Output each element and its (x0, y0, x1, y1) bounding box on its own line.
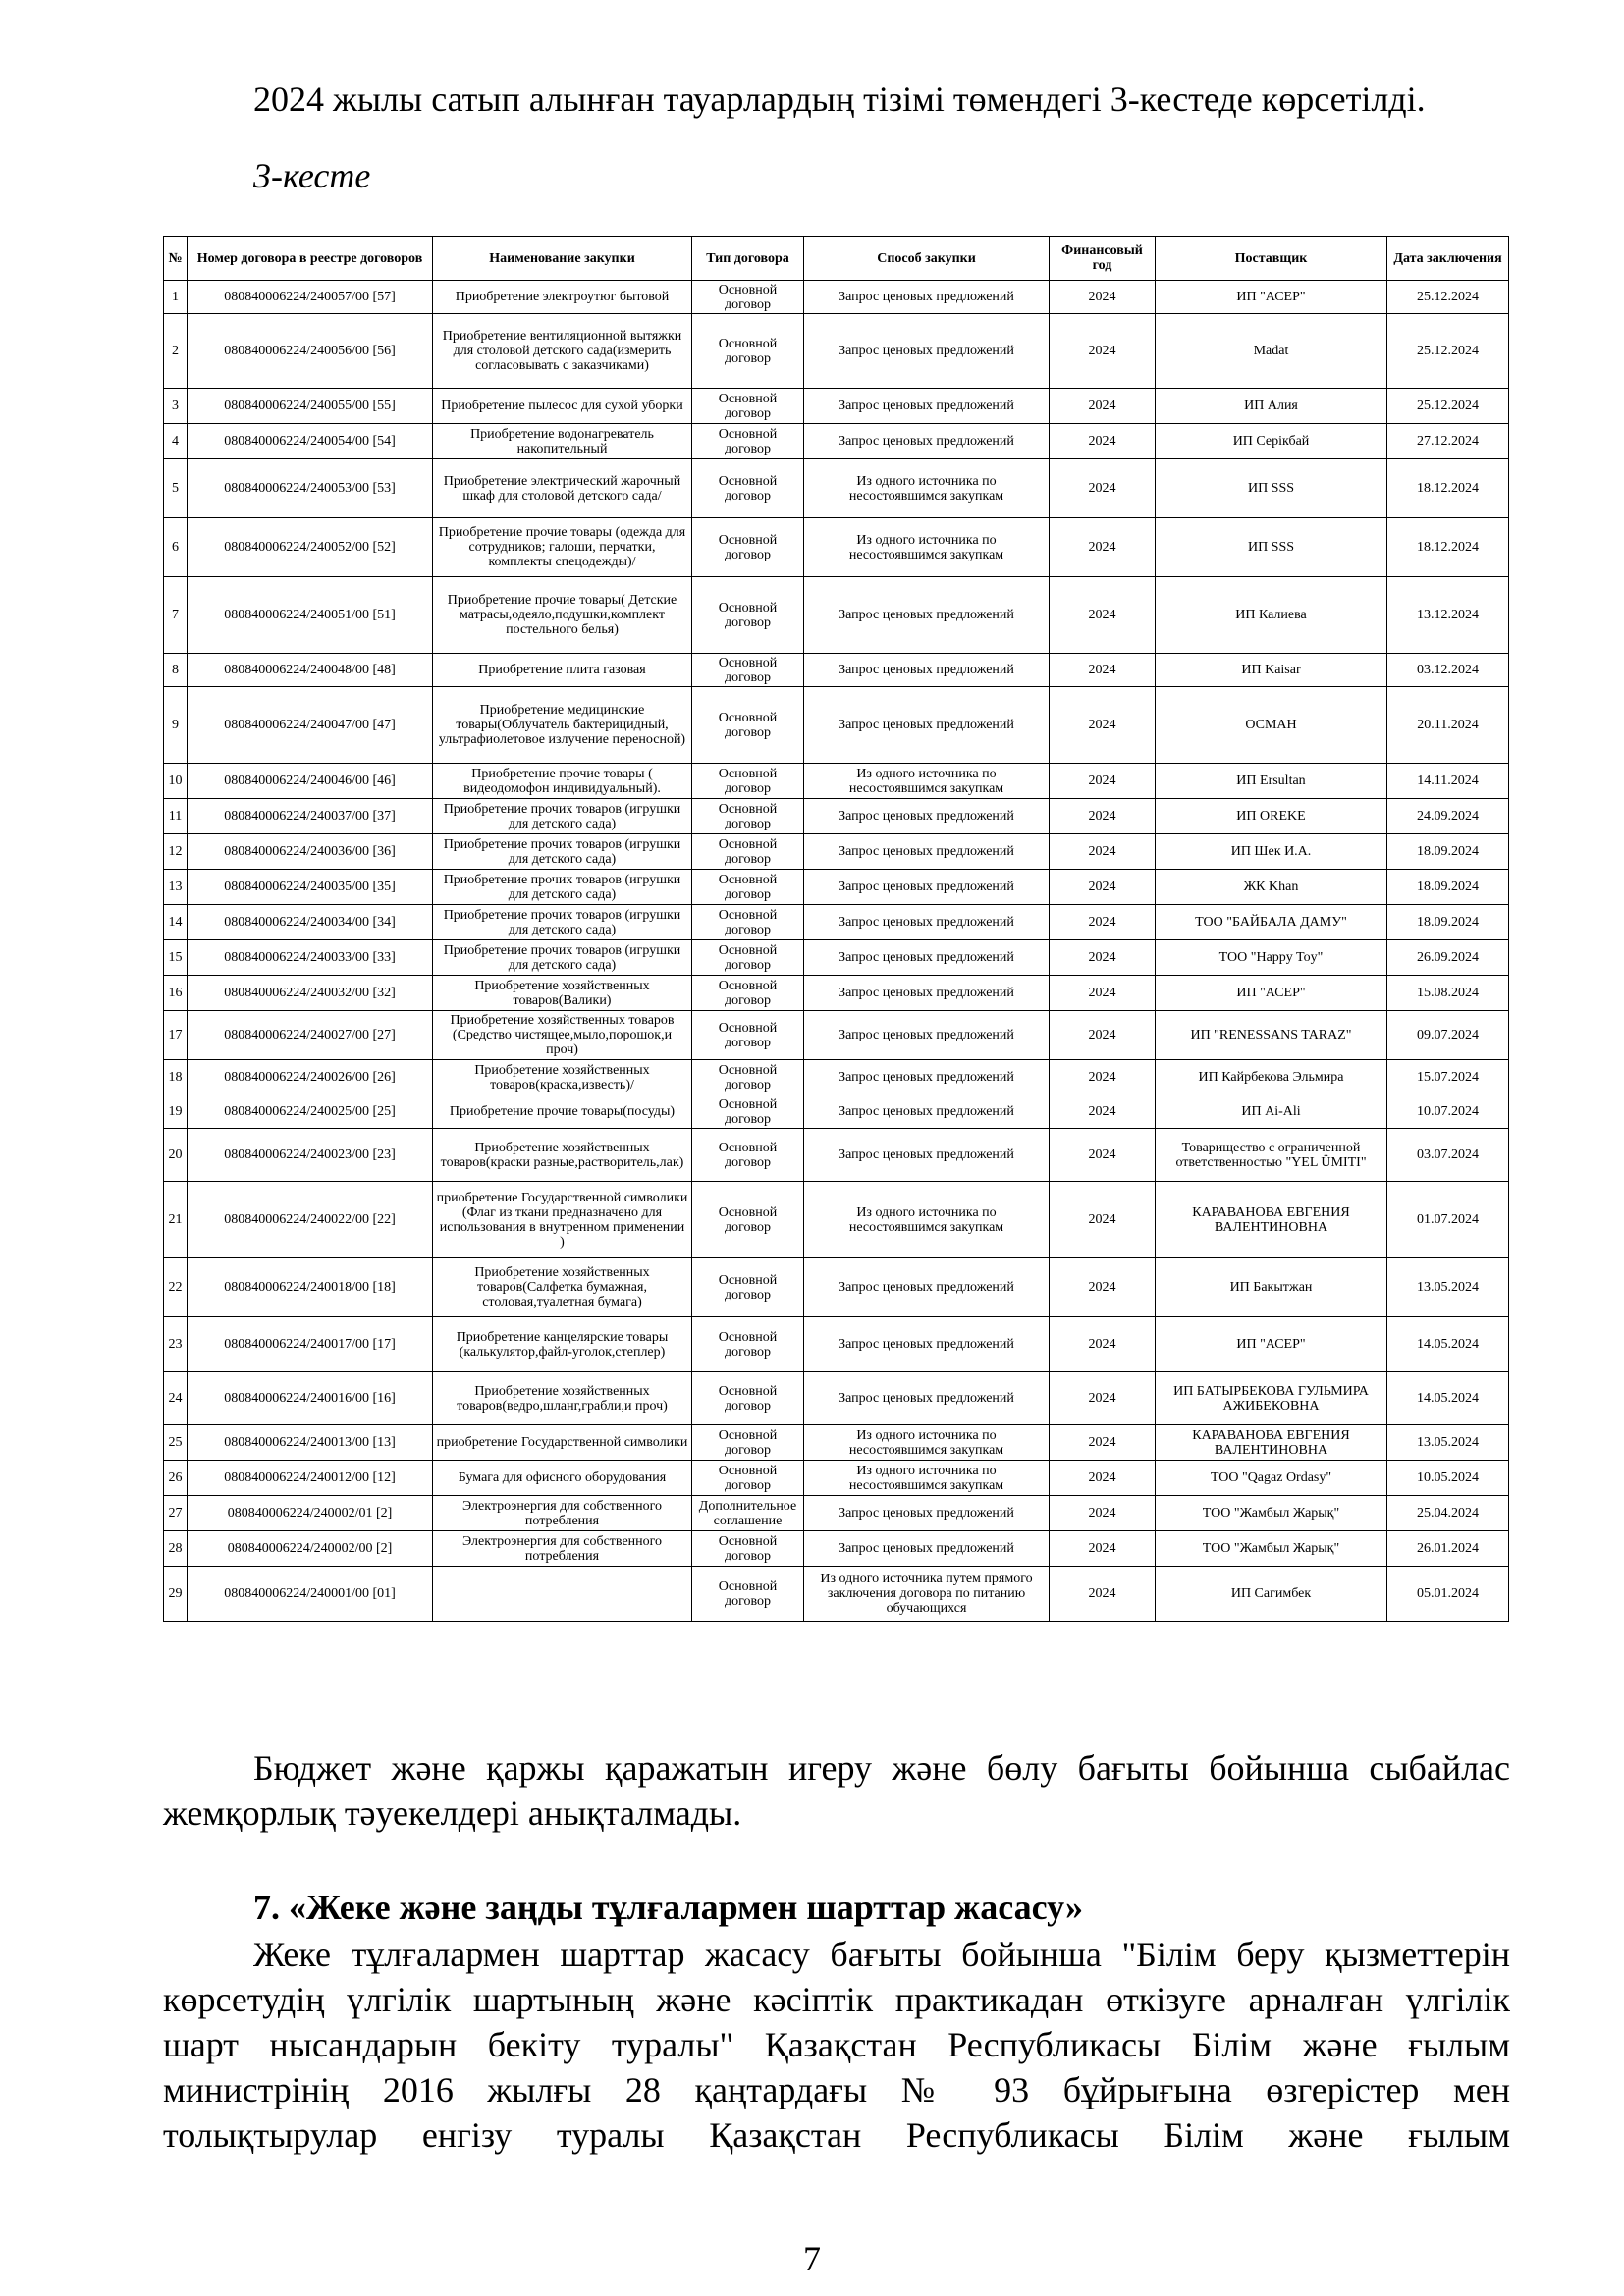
cell-supplier: ИП Бакытжан (1156, 1258, 1387, 1317)
cell-date: 09.07.2024 (1387, 1011, 1509, 1060)
cell-contract-type: Основной договор (692, 1182, 804, 1258)
cell-purchase-method: Запрос ценовых предложений (804, 1011, 1050, 1060)
cell-contract-number: 080840006224/240035/00 [35] (188, 870, 433, 905)
cell-contract-number: 080840006224/240047/00 [47] (188, 687, 433, 764)
cell-supplier: ТОО "Жамбыл Жарық" (1156, 1496, 1387, 1531)
cell-number: 29 (164, 1567, 188, 1622)
cell-supplier: ИП "RENESSANS TARAZ" (1156, 1011, 1387, 1060)
intro-text: 2024 жылы сатып алынған тауарлардың тізімі төмендегі 3-кестеде көрсетілді. (253, 80, 1426, 119)
cell-contract-type: Дополнительное соглашение (692, 1496, 804, 1531)
cell-purchase-method: Запрос ценовых предложений (804, 1258, 1050, 1317)
cell-date: 13.05.2024 (1387, 1258, 1509, 1317)
contracts-paragraph-line: толықтырулар енгізу туралы Қазақстан Республикасы Білім және ғылым (163, 2115, 1510, 2155)
cell-purchase-method: Запрос ценовых предложений (804, 1317, 1050, 1372)
cell-number: 15 (164, 940, 188, 976)
cell-contract-number: 080840006224/240016/00 [16] (188, 1372, 433, 1425)
cell-contract-number: 080840006224/240025/00 [25] (188, 1095, 433, 1129)
cell-supplier: ИП SSS (1156, 459, 1387, 518)
table-row (164, 389, 1509, 424)
cell-date: 03.07.2024 (1387, 1129, 1509, 1182)
cell-supplier: ИП OREKE (1156, 799, 1387, 834)
cell-purchase-method: Запрос ценовых предложений (804, 870, 1050, 905)
cell-purchase-name: Приобретение прочих товаров (игрушки для детского сада) (433, 799, 692, 834)
cell-date: 15.07.2024 (1387, 1060, 1509, 1095)
cell-number: 16 (164, 976, 188, 1011)
table-row (164, 976, 1509, 1011)
cell-fiscal-year: 2024 (1050, 1258, 1156, 1317)
cell-purchase-method: Из одного источника по несостоявшимся закупкам (804, 459, 1050, 518)
col-header-contract-type: Тип договора (692, 237, 804, 281)
cell-date: 15.08.2024 (1387, 976, 1509, 1011)
cell-contract-number: 080840006224/240034/00 [34] (188, 905, 433, 940)
cell-contract-type: Основной договор (692, 281, 804, 314)
cell-contract-number: 080840006224/240037/00 [37] (188, 799, 433, 834)
col-header-purchase-method: Способ закупки (804, 237, 1050, 281)
cell-contract-number: 080840006224/240036/00 [36] (188, 834, 433, 870)
cell-date: 13.05.2024 (1387, 1425, 1509, 1461)
cell-fiscal-year: 2024 (1050, 976, 1156, 1011)
cell-number: 14 (164, 905, 188, 940)
cell-date: 10.05.2024 (1387, 1461, 1509, 1496)
cell-date: 18.12.2024 (1387, 459, 1509, 518)
cell-purchase-name: Приобретение электрический жарочный шкаф для столовой детского сада/ (433, 459, 692, 518)
table-row (164, 1425, 1509, 1461)
table-row (164, 518, 1509, 577)
cell-number: 17 (164, 1011, 188, 1060)
cell-date: 24.09.2024 (1387, 799, 1509, 834)
cell-supplier: ИП БАТЫРБЕКОВА ГУЛЬМИРА АЖИБЕКОВНА (1156, 1372, 1387, 1425)
cell-fiscal-year: 2024 (1050, 1060, 1156, 1095)
cell-fiscal-year: 2024 (1050, 389, 1156, 424)
cell-contract-type: Основной договор (692, 1129, 804, 1182)
cell-fiscal-year: 2024 (1050, 1182, 1156, 1258)
table-row (164, 314, 1509, 389)
cell-supplier: ИП SSS (1156, 518, 1387, 577)
cell-purchase-method: Запрос ценовых предложений (804, 834, 1050, 870)
budget-paragraph (163, 1745, 1510, 1836)
cell-purchase-name: Приобретение прочие товары (одежда для сотрудников; галоши, перчатки, комплекты спецодежды)/ (433, 518, 692, 577)
cell-purchase-method: Запрос ценовых предложений (804, 687, 1050, 764)
cell-contract-number: 080840006224/240012/00 [12] (188, 1461, 433, 1496)
cell-contract-number: 080840006224/240023/00 [23] (188, 1129, 433, 1182)
cell-fiscal-year: 2024 (1050, 870, 1156, 905)
contracts-paragraph-line: шарт нысандарын бекіту туралы" Қазақстан Республикасы Білім және ғылым (163, 2025, 1510, 2064)
cell-contract-type: Основной договор (692, 654, 804, 687)
cell-purchase-name: Приобретение вентиляционной вытяжки для столовой детского сада(измерить согласовывать с заказчиками) (433, 314, 692, 389)
cell-contract-type: Основной договор (692, 1011, 804, 1060)
cell-purchase-name: Приобретение электроутюг бытовой (433, 281, 692, 314)
cell-purchase-name: Приобретение канцелярские товары (калькулятор,файл-уголок,степлер) (433, 1317, 692, 1372)
cell-date: 18.12.2024 (1387, 518, 1509, 577)
cell-number: 1 (164, 281, 188, 314)
cell-number: 3 (164, 389, 188, 424)
cell-contract-type: Основной договор (692, 1531, 804, 1567)
col-header-number: № (164, 237, 188, 281)
cell-number: 20 (164, 1129, 188, 1182)
cell-contract-number: 080840006224/240033/00 [33] (188, 940, 433, 976)
table-row (164, 1060, 1509, 1095)
cell-contract-number: 080840006224/240051/00 [51] (188, 577, 433, 654)
cell-fiscal-year: 2024 (1050, 518, 1156, 577)
cell-date: 25.12.2024 (1387, 281, 1509, 314)
cell-number: 26 (164, 1461, 188, 1496)
col-header-date: Дата заключения (1387, 237, 1509, 281)
cell-date: 03.12.2024 (1387, 654, 1509, 687)
cell-number: 19 (164, 1095, 188, 1129)
cell-supplier: ИП Шек И.А. (1156, 834, 1387, 870)
cell-fiscal-year: 2024 (1050, 1531, 1156, 1567)
table-row (164, 1531, 1509, 1567)
page-number: 7 (803, 2239, 821, 2278)
cell-date: 26.01.2024 (1387, 1531, 1509, 1567)
cell-purchase-name: Электроэнергия для собственного потребления (433, 1496, 692, 1531)
cell-date: 26.09.2024 (1387, 940, 1509, 976)
cell-date: 25.12.2024 (1387, 389, 1509, 424)
cell-contract-number: 080840006224/240055/00 [55] (188, 389, 433, 424)
cell-supplier: ИП Калиева (1156, 577, 1387, 654)
cell-purchase-method: Запрос ценовых предложений (804, 314, 1050, 389)
cell-purchase-method: Запрос ценовых предложений (804, 577, 1050, 654)
cell-date: 14.05.2024 (1387, 1317, 1509, 1372)
cell-purchase-method: Запрос ценовых предложений (804, 654, 1050, 687)
cell-purchase-method: Запрос ценовых предложений (804, 389, 1050, 424)
section-heading: 7. «Жеке және заңды тұлғалармен шарттар жасасу» (253, 1888, 1084, 1927)
cell-date: 14.11.2024 (1387, 764, 1509, 799)
cell-fiscal-year: 2024 (1050, 764, 1156, 799)
cell-fiscal-year: 2024 (1050, 1129, 1156, 1182)
table-row (164, 1095, 1509, 1129)
cell-supplier: ИП Ersultan (1156, 764, 1387, 799)
cell-supplier: ИП Сагимбек (1156, 1567, 1387, 1622)
table-row (164, 281, 1509, 314)
table-caption: 3-кесте (253, 156, 371, 195)
cell-supplier: ИП Ai-Ali (1156, 1095, 1387, 1129)
cell-fiscal-year: 2024 (1050, 577, 1156, 654)
col-header-contract-number: Номер договора в реестре договоров (188, 237, 433, 281)
cell-purchase-method: Запрос ценовых предложений (804, 905, 1050, 940)
cell-number: 22 (164, 1258, 188, 1317)
cell-purchase-method: Запрос ценовых предложений (804, 1060, 1050, 1095)
cell-number: 18 (164, 1060, 188, 1095)
col-header-fiscal-year: Финансовый год (1050, 237, 1156, 281)
cell-purchase-name: Приобретение хозяйственных товаров(ведро,шланг,грабли,и проч) (433, 1372, 692, 1425)
cell-contract-type: Основной договор (692, 764, 804, 799)
cell-supplier: ИП "АСЕР" (1156, 1317, 1387, 1372)
cell-purchase-method: Из одного источника по несостоявшимся закупкам (804, 1425, 1050, 1461)
cell-date: 05.01.2024 (1387, 1567, 1509, 1622)
cell-supplier: Товарищество с ограниченной ответственностью "YEL ÜMITI" (1156, 1129, 1387, 1182)
cell-fiscal-year: 2024 (1050, 940, 1156, 976)
cell-contract-number: 080840006224/240017/00 [17] (188, 1317, 433, 1372)
cell-contract-type: Основной договор (692, 834, 804, 870)
cell-purchase-name: Приобретение плита газовая (433, 654, 692, 687)
cell-purchase-method: Запрос ценовых предложений (804, 976, 1050, 1011)
procurement-table (163, 236, 1509, 1622)
table-row (164, 870, 1509, 905)
cell-contract-type: Основной договор (692, 577, 804, 654)
cell-purchase-name: приобретение Государственной символики (Флаг из ткани предназначено для использования в внутренном применении ) (433, 1182, 692, 1258)
cell-purchase-name: Приобретение медицинские товары(Облучатель бактерицидный, ультрафиолетовое излучение переносной) (433, 687, 692, 764)
cell-purchase-name: Приобретение хозяйственных товаров(Валики) (433, 976, 692, 1011)
cell-purchase-method: Запрос ценовых предложений (804, 1095, 1050, 1129)
cell-supplier: ТОО "Happy Toy" (1156, 940, 1387, 976)
cell-contract-number: 080840006224/240002/00 [2] (188, 1531, 433, 1567)
cell-purchase-name: Приобретение прочих товаров (игрушки для детского сада) (433, 905, 692, 940)
cell-fiscal-year: 2024 (1050, 1461, 1156, 1496)
table-row (164, 1372, 1509, 1425)
cell-contract-type: Основной договор (692, 424, 804, 459)
cell-contract-number: 080840006224/240013/00 [13] (188, 1425, 433, 1461)
cell-purchase-method: Запрос ценовых предложений (804, 1531, 1050, 1567)
col-header-supplier: Поставщик (1156, 237, 1387, 281)
cell-purchase-method: Запрос ценовых предложений (804, 799, 1050, 834)
cell-fiscal-year: 2024 (1050, 905, 1156, 940)
cell-supplier: ИП Кайрбекова Эльмира (1156, 1060, 1387, 1095)
cell-purchase-method: Запрос ценовых предложений (804, 424, 1050, 459)
cell-number: 12 (164, 834, 188, 870)
cell-purchase-name: Приобретение водонагреватель накопительный (433, 424, 692, 459)
cell-number: 6 (164, 518, 188, 577)
cell-contract-type: Основной договор (692, 1372, 804, 1425)
cell-purchase-method: Из одного источника по несостоявшимся закупкам (804, 518, 1050, 577)
cell-date: 18.09.2024 (1387, 834, 1509, 870)
cell-fiscal-year: 2024 (1050, 314, 1156, 389)
cell-contract-type: Основной договор (692, 314, 804, 389)
table-row (164, 834, 1509, 870)
cell-fiscal-year: 2024 (1050, 281, 1156, 314)
cell-date: 13.12.2024 (1387, 577, 1509, 654)
cell-number: 25 (164, 1425, 188, 1461)
contracts-paragraph-line: Жеке тұлғалармен шарттар жасасу бағыты бойынша "Білім беру қызметтерін (253, 1935, 1510, 1974)
cell-contract-number: 080840006224/240001/00 [01] (188, 1567, 433, 1622)
cell-contract-number: 080840006224/240027/00 [27] (188, 1011, 433, 1060)
cell-fiscal-year: 2024 (1050, 1372, 1156, 1425)
cell-purchase-method: Из одного источника по несостоявшимся закупкам (804, 1461, 1050, 1496)
cell-number: 9 (164, 687, 188, 764)
cell-purchase-method: Запрос ценовых предложений (804, 1372, 1050, 1425)
cell-purchase-name: Приобретение прочих товаров (игрушки для детского сада) (433, 940, 692, 976)
cell-contract-number: 080840006224/240018/00 [18] (188, 1258, 433, 1317)
cell-contract-number: 080840006224/240032/00 [32] (188, 976, 433, 1011)
cell-contract-number: 080840006224/240022/00 [22] (188, 1182, 433, 1258)
cell-date: 14.05.2024 (1387, 1372, 1509, 1425)
cell-contract-number: 080840006224/240002/01 [2] (188, 1496, 433, 1531)
cell-contract-type: Основной договор (692, 905, 804, 940)
cell-contract-type: Основной договор (692, 940, 804, 976)
cell-fiscal-year: 2024 (1050, 459, 1156, 518)
contracts-paragraph-line: министрінің 2016 жылғы 28 қаңтардағы № 93 бұйрығына өзгерістер мен (163, 2070, 1510, 2109)
table-row (164, 799, 1509, 834)
cell-contract-number: 080840006224/240052/00 [52] (188, 518, 433, 577)
cell-purchase-name: Приобретение прочих товаров (игрушки для детского сада) (433, 870, 692, 905)
cell-purchase-name (433, 1567, 692, 1622)
cell-supplier: ЖК Khan (1156, 870, 1387, 905)
cell-number: 11 (164, 799, 188, 834)
cell-supplier: ИП "АСЕР" (1156, 976, 1387, 1011)
cell-contract-type: Основной договор (692, 459, 804, 518)
cell-fiscal-year: 2024 (1050, 1095, 1156, 1129)
table-row (164, 654, 1509, 687)
table-header-row (164, 237, 1509, 281)
cell-number: 23 (164, 1317, 188, 1372)
cell-contract-number: 080840006224/240026/00 [26] (188, 1060, 433, 1095)
table-row (164, 1317, 1509, 1372)
cell-contract-type: Основной договор (692, 1317, 804, 1372)
cell-purchase-method: Запрос ценовых предложений (804, 1496, 1050, 1531)
cell-purchase-name: Приобретение прочие товары(посуды) (433, 1095, 692, 1129)
cell-purchase-name: Приобретение пылесос для сухой уборки (433, 389, 692, 424)
cell-date: 01.07.2024 (1387, 1182, 1509, 1258)
table-row (164, 1461, 1509, 1496)
cell-contract-number: 080840006224/240053/00 [53] (188, 459, 433, 518)
table-row (164, 1129, 1509, 1182)
cell-contract-type: Основной договор (692, 799, 804, 834)
col-header-purchase-name: Наименование закупки (433, 237, 692, 281)
cell-contract-type: Основной договор (692, 518, 804, 577)
cell-number: 13 (164, 870, 188, 905)
cell-contract-type: Основной договор (692, 1567, 804, 1622)
cell-contract-type: Основной договор (692, 1060, 804, 1095)
cell-supplier: ТОО "БАЙБАЛА ДАМУ" (1156, 905, 1387, 940)
cell-purchase-method: Запрос ценовых предложений (804, 940, 1050, 976)
cell-number: 21 (164, 1182, 188, 1258)
cell-contract-number: 080840006224/240046/00 [46] (188, 764, 433, 799)
cell-fiscal-year: 2024 (1050, 1496, 1156, 1531)
cell-contract-type: Основной договор (692, 389, 804, 424)
contracts-paragraph-line: көрсетудің үлгілік шартының және кәсіптік практикадан өткізуге арналған үлгілік (163, 1980, 1510, 2019)
cell-number: 8 (164, 654, 188, 687)
cell-purchase-method: Из одного источника по несостоявшимся закупкам (804, 764, 1050, 799)
table-row (164, 1011, 1509, 1060)
cell-date: 25.04.2024 (1387, 1496, 1509, 1531)
cell-purchase-name: Приобретение хозяйственных товаров(краска,известь)/ (433, 1060, 692, 1095)
table-row (164, 1567, 1509, 1622)
cell-supplier: ИП Kaisar (1156, 654, 1387, 687)
cell-number: 24 (164, 1372, 188, 1425)
contracts-paragraph (163, 1932, 1510, 2158)
cell-fiscal-year: 2024 (1050, 1567, 1156, 1622)
table-row (164, 764, 1509, 799)
cell-fiscal-year: 2024 (1050, 1425, 1156, 1461)
cell-supplier: ИП "АСЕР" (1156, 281, 1387, 314)
table-row (164, 940, 1509, 976)
table-row (164, 577, 1509, 654)
cell-contract-type: Основной договор (692, 1095, 804, 1129)
cell-date: 10.07.2024 (1387, 1095, 1509, 1129)
cell-purchase-name: Приобретение хозяйственных товаров(краски разные,растворитель,лак) (433, 1129, 692, 1182)
table-row (164, 1258, 1509, 1317)
table-row (164, 905, 1509, 940)
cell-supplier: КАРАВАНОВА ЕВГЕНИЯ ВАЛЕНТИНОВНА (1156, 1182, 1387, 1258)
cell-contract-type: Основной договор (692, 870, 804, 905)
cell-fiscal-year: 2024 (1050, 1317, 1156, 1372)
cell-purchase-name: Бумага для офисного оборудования (433, 1461, 692, 1496)
table-row (164, 459, 1509, 518)
cell-fiscal-year: 2024 (1050, 424, 1156, 459)
cell-fiscal-year: 2024 (1050, 834, 1156, 870)
cell-supplier: ОСМАН (1156, 687, 1387, 764)
cell-fiscal-year: 2024 (1050, 1011, 1156, 1060)
cell-contract-type: Основной договор (692, 1258, 804, 1317)
budget-paragraph-line-2: жемқорлық тәуекелдері анықталмады. (163, 1793, 742, 1833)
cell-number: 27 (164, 1496, 188, 1531)
cell-contract-type: Основной договор (692, 976, 804, 1011)
table-row (164, 1496, 1509, 1531)
cell-supplier: КАРАВАНОВА ЕВГЕНИЯ ВАЛЕНТИНОВНА (1156, 1425, 1387, 1461)
cell-supplier: ТОО "Жамбыл Жарық" (1156, 1531, 1387, 1567)
cell-purchase-name: Приобретение хозяйственных товаров (Средство чистящее,мыло,порошок,и проч) (433, 1011, 692, 1060)
cell-contract-type: Основной договор (692, 687, 804, 764)
cell-purchase-name: Приобретение прочие товары( Детские матрасы,одеяло,подушки,комплект постельного белья) (433, 577, 692, 654)
cell-fiscal-year: 2024 (1050, 799, 1156, 834)
cell-supplier: ИП Серікбай (1156, 424, 1387, 459)
cell-purchase-method: Из одного источника по несостоявшимся закупкам (804, 1182, 1050, 1258)
cell-purchase-name: Приобретение прочих товаров (игрушки для детского сада) (433, 834, 692, 870)
cell-date: 25.12.2024 (1387, 314, 1509, 389)
cell-purchase-method: Из одного источника путем прямого заключения договора по питанию обучающихся (804, 1567, 1050, 1622)
cell-purchase-method: Запрос ценовых предложений (804, 281, 1050, 314)
budget-paragraph-line-1: Бюджет және қаржы қаражатын игеру және бөлу бағыты бойынша сыбайлас (253, 1748, 1510, 1788)
cell-contract-number: 080840006224/240056/00 [56] (188, 314, 433, 389)
table-row (164, 687, 1509, 764)
cell-date: 27.12.2024 (1387, 424, 1509, 459)
cell-purchase-name: Приобретение хозяйственных товаров(Салфетка бумажная, столовая,туалетная бумага) (433, 1258, 692, 1317)
cell-number: 2 (164, 314, 188, 389)
cell-date: 20.11.2024 (1387, 687, 1509, 764)
cell-date: 18.09.2024 (1387, 905, 1509, 940)
cell-fiscal-year: 2024 (1050, 654, 1156, 687)
cell-contract-number: 080840006224/240048/00 [48] (188, 654, 433, 687)
cell-contract-number: 080840006224/240054/00 [54] (188, 424, 433, 459)
cell-supplier: ТОО "Qagaz Ordasy" (1156, 1461, 1387, 1496)
cell-purchase-name: Приобретение прочие товары ( видеодомофон индивидуальный). (433, 764, 692, 799)
cell-contract-type: Основной договор (692, 1425, 804, 1461)
cell-number: 28 (164, 1531, 188, 1567)
cell-number: 10 (164, 764, 188, 799)
table-row (164, 424, 1509, 459)
cell-contract-number: 080840006224/240057/00 [57] (188, 281, 433, 314)
cell-contract-type: Основной договор (692, 1461, 804, 1496)
cell-supplier: Madat (1156, 314, 1387, 389)
cell-number: 4 (164, 424, 188, 459)
cell-fiscal-year: 2024 (1050, 687, 1156, 764)
cell-purchase-method: Запрос ценовых предложений (804, 1129, 1050, 1182)
cell-purchase-name: Электроэнергия для собственного потребления (433, 1531, 692, 1567)
cell-date: 18.09.2024 (1387, 870, 1509, 905)
cell-supplier: ИП Алия (1156, 389, 1387, 424)
cell-number: 5 (164, 459, 188, 518)
table-row (164, 1182, 1509, 1258)
cell-number: 7 (164, 577, 188, 654)
cell-purchase-name: приобретение Государственной символики (433, 1425, 692, 1461)
